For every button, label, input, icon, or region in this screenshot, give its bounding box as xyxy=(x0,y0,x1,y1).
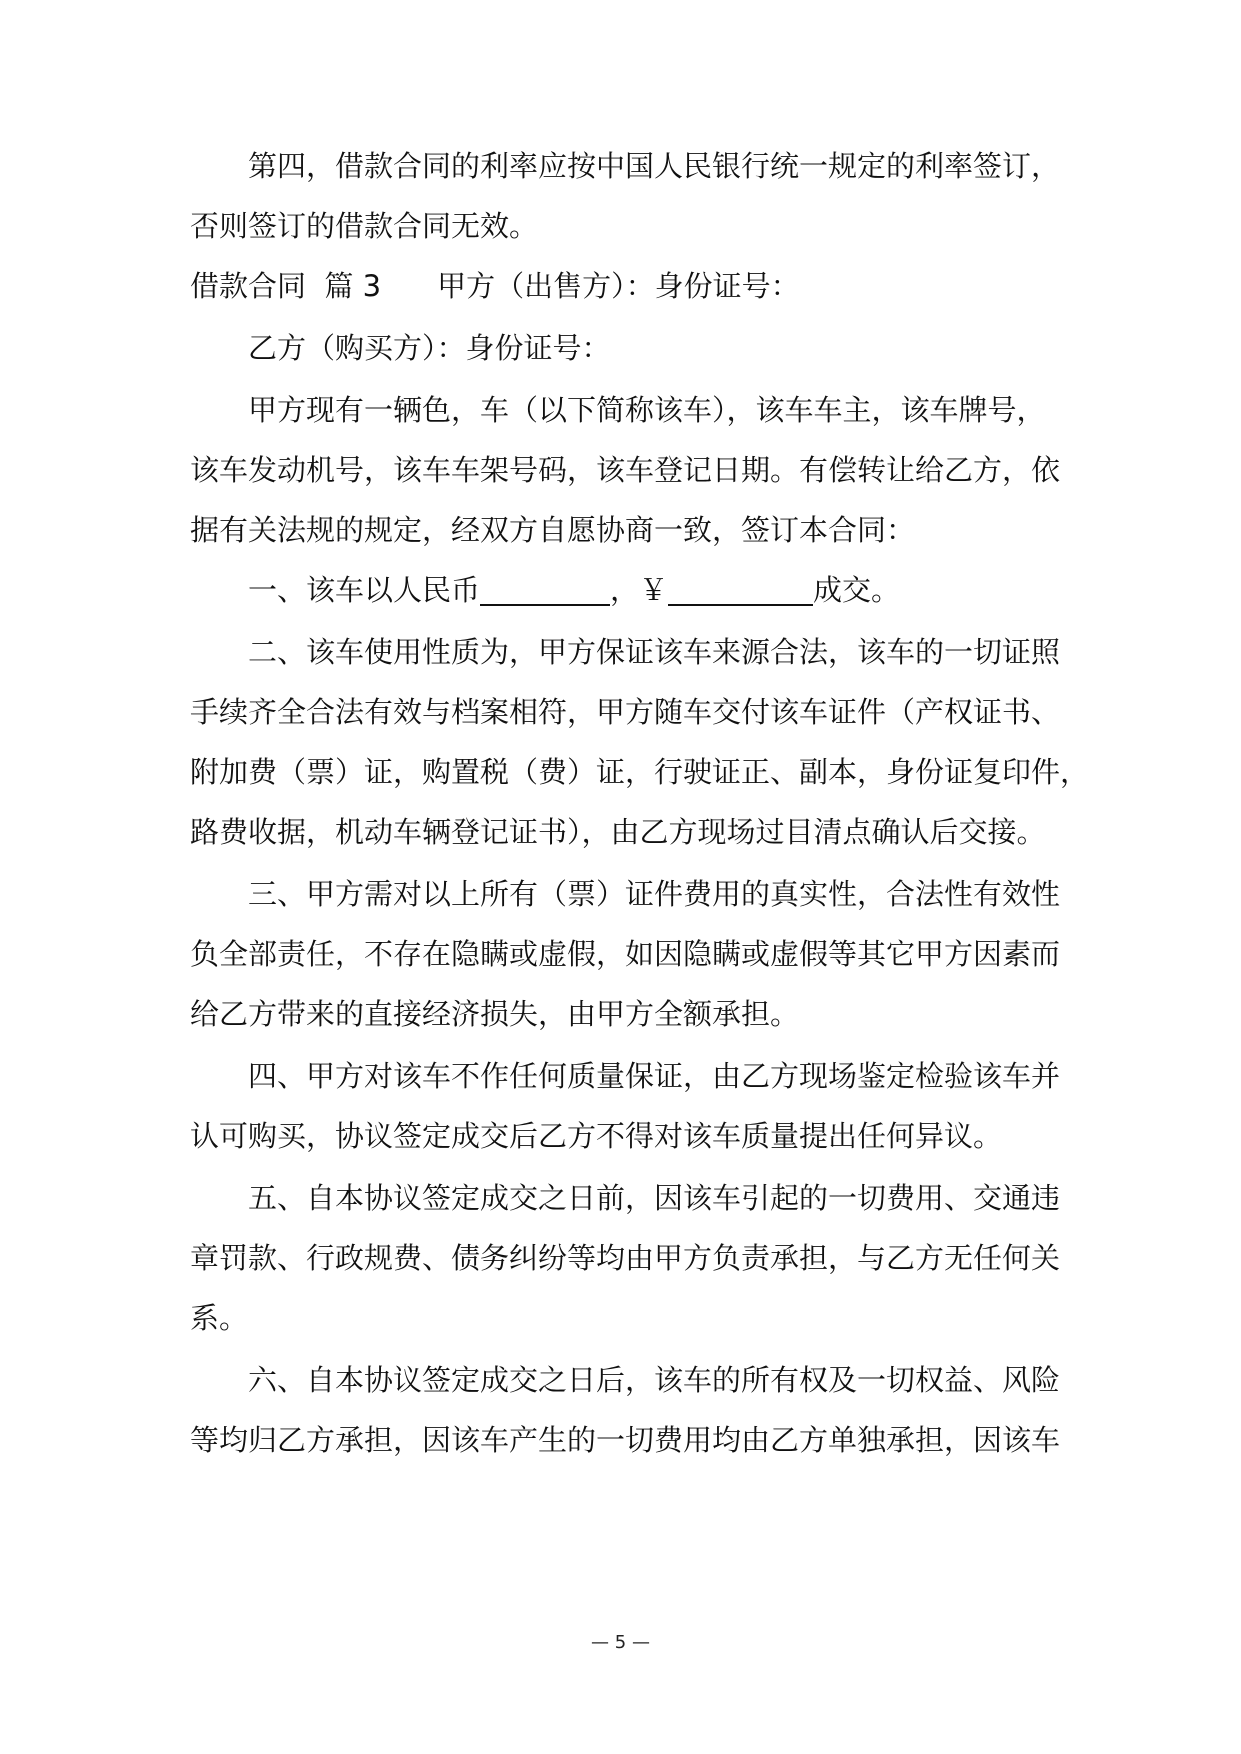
paragraph-line: 该车发动机号，该车车架号码，该车登记日期。有偿转让给乙方，依 xyxy=(190,453,1061,487)
yen-amount-blank xyxy=(668,574,813,606)
paragraph-line: 章罚款、行政规费、债务纠纷等均由甲方负责承担，与乙方无任何关 xyxy=(190,1241,1061,1275)
rmb-amount-blank xyxy=(480,574,610,606)
paragraph-line: 三、甲方需对以上所有（票）证件费用的真实性，合法性有效性 xyxy=(248,877,1061,911)
party-a-label: 甲方（出售方）：身份证号： xyxy=(437,269,800,303)
paragraph-line: 六、自本协议签定成交之日后，该车的所有权及一切权益、风险 xyxy=(248,1363,1061,1397)
party-b-label: 乙方（购买方）：身份证号： xyxy=(248,331,611,365)
paragraph-line: 五、自本协议签定成交之日前，因该车引起的一切费用、交通违 xyxy=(248,1181,1061,1215)
paragraph-line: 第四，借款合同的利率应按中国人民银行统一规定的利率签订， xyxy=(248,149,1061,183)
paragraph-line: 系。 xyxy=(190,1301,249,1335)
paragraph-line: 等均归乙方承担，因该车产生的一切费用均由乙方单独承担，因该车 xyxy=(190,1423,1061,1457)
paragraph-line: 否则签订的借款合同无效。 xyxy=(190,209,539,243)
paragraph-line: 负全部责任，不存在隐瞒或虚假，如因隐瞒或虚假等其它甲方因素而 xyxy=(190,937,1061,971)
paragraph-line: 甲方现有一辆色，车（以下简称该车），该车车主，该车牌号， xyxy=(248,393,1046,427)
yuan-symbol-text: ，￥ xyxy=(610,573,669,607)
paragraph-line: 附加费（票）证，购置税（费）证，行驶证正、副本，身份证复印件， xyxy=(190,755,1090,789)
price-clause-text: 一、该车以人民币 xyxy=(248,573,481,607)
paragraph-line: 据有关法规的规定，经双方自愿协商一致，签订本合同： xyxy=(190,513,916,547)
price-clause-line xyxy=(248,570,1060,610)
paragraph-line: 二、该车使用性质为，甲方保证该车来源合法，该车的一切证照 xyxy=(248,635,1061,669)
paragraph-line: 给乙方带来的直接经济损失，由甲方全额承担。 xyxy=(190,997,800,1031)
section-heading-line xyxy=(190,266,1060,306)
deal-text: 成交。 xyxy=(813,573,901,607)
paragraph-line: 手续齐全合法有效与档案相符，甲方随车交付该车证件（产权证书、 xyxy=(190,695,1061,729)
page-number: — 5 — xyxy=(591,1632,650,1653)
paragraph-line: 路费收据，机动车辆登记证书），由乙方现场过目清点确认后交接。 xyxy=(190,815,1046,849)
section-heading: 借款合同 篇 3 xyxy=(190,269,382,303)
paragraph-line: 四、甲方对该车不作任何质量保证，由乙方现场鉴定检验该车并 xyxy=(248,1059,1061,1093)
paragraph-line: 认可购买，协议签定成交后乙方不得对该车质量提出任何异议。 xyxy=(190,1119,1003,1153)
